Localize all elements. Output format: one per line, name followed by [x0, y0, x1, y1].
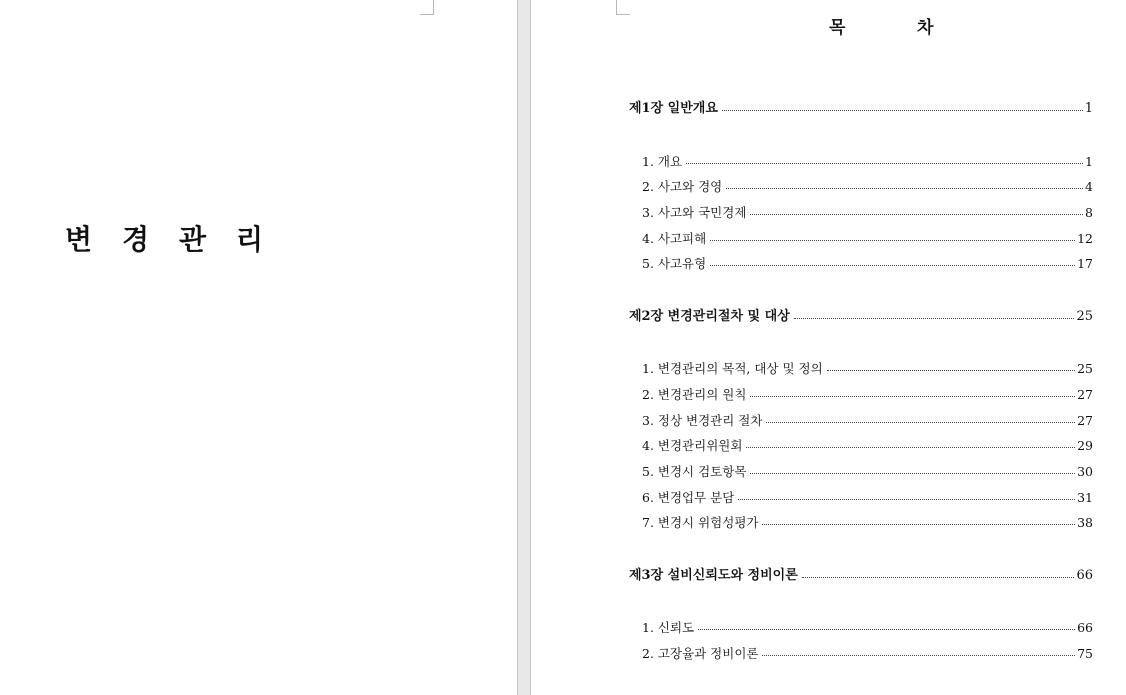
cover-title-char: 경 [122, 223, 150, 256]
toc-dot-leader [750, 214, 1083, 215]
toc-chapter-label: 제3장 설비신뢰도와 정비이론 [629, 568, 798, 583]
toc-page [531, 0, 1126, 695]
toc-page-number: 17 [1077, 256, 1093, 271]
toc-page-number: 1 [1085, 154, 1093, 169]
toc-heading-char: 목 [829, 18, 846, 38]
toc-entry-label: 4. 변경관리위원회 [642, 438, 743, 453]
toc-dot-leader [762, 524, 1075, 525]
toc-dot-leader [726, 188, 1083, 189]
toc-page-number: 1 [1084, 101, 1093, 116]
toc-page-number: 27 [1077, 413, 1093, 428]
toc-entry-label: 3. 사고와 국민경제 [642, 205, 747, 220]
toc-page-number: 25 [1077, 361, 1093, 376]
toc-dot-leader [766, 422, 1075, 423]
toc-dot-leader [802, 577, 1075, 578]
toc-entry-label: 2. 변경관리의 원칙 [642, 387, 747, 402]
toc-dot-leader [750, 473, 1075, 474]
toc-dot-leader [750, 396, 1075, 397]
toc-page-number: 8 [1085, 205, 1093, 220]
cover-title-char: 변 [65, 223, 93, 256]
toc-page-number: 31 [1077, 490, 1093, 505]
toc-chapter-3[interactable] [629, 568, 1093, 584]
toc-page-number: 25 [1076, 309, 1093, 324]
toc-entry-label: 2. 고장율과 정비이론 [642, 646, 759, 661]
toc-entry[interactable] [642, 256, 1093, 272]
toc-chapter-2[interactable] [629, 309, 1093, 325]
toc-dot-leader [710, 265, 1075, 266]
toc-entry[interactable] [642, 646, 1093, 662]
toc-dot-leader [794, 318, 1075, 319]
toc-chapter-label: 제2장 변경관리절차 및 대상 [629, 309, 790, 324]
toc-page-number: 66 [1077, 620, 1093, 635]
cover-page [0, 0, 517, 695]
page-corner-mark [616, 0, 630, 15]
toc-dot-leader [738, 499, 1075, 500]
toc-entry-label: 5. 변경시 검토항목 [642, 464, 747, 479]
toc-dot-leader [722, 110, 1083, 111]
toc-entry[interactable] [642, 413, 1093, 429]
toc-dot-leader [710, 240, 1075, 241]
toc-heading-char: 차 [917, 18, 934, 38]
toc-entry-label: 1. 변경관리의 목적, 대상 및 정의 [642, 361, 823, 376]
toc-page-number: 12 [1077, 231, 1093, 246]
toc-dot-leader [698, 629, 1075, 630]
toc-entry-label: 2. 사고와 경영 [642, 179, 723, 194]
toc-entry-label: 4. 사고피해 [642, 231, 707, 246]
toc-page-number: 27 [1077, 387, 1093, 402]
toc-entry[interactable] [642, 490, 1093, 506]
toc-entry-label: 3. 정상 변경관리 절차 [642, 413, 763, 428]
toc-entry[interactable] [642, 179, 1093, 195]
toc-entry[interactable] [642, 387, 1093, 403]
toc-page-number: 30 [1077, 464, 1093, 479]
page-gap [517, 0, 531, 695]
toc-entry-label: 6. 변경업무 분담 [642, 490, 735, 505]
toc-entry[interactable] [642, 205, 1093, 221]
toc-entry-label: 1. 개요 [642, 154, 683, 169]
toc-dot-leader [827, 370, 1075, 371]
toc-page-number: 29 [1077, 438, 1093, 453]
toc-dot-leader [746, 447, 1075, 448]
toc-heading [829, 13, 1005, 38]
toc-page-number: 66 [1076, 568, 1093, 583]
cover-title [65, 218, 293, 258]
toc-chapter-1[interactable] [629, 101, 1093, 117]
toc-page-number: 38 [1077, 515, 1093, 530]
toc-chapter-label: 제1장 일반개요 [629, 101, 718, 116]
toc-entry[interactable] [642, 438, 1093, 454]
cover-title-char: 리 [236, 223, 264, 256]
cover-title-char: 관 [179, 223, 207, 256]
toc-entry-label: 5. 사고유형 [642, 256, 707, 271]
toc-page-number: 4 [1085, 179, 1093, 194]
toc-entry[interactable] [642, 231, 1093, 247]
toc-entry-label: 7. 변경시 위험성평가 [642, 515, 759, 530]
toc-entry[interactable] [642, 515, 1093, 531]
toc-entry[interactable] [642, 154, 1093, 170]
toc-dot-leader [686, 163, 1083, 164]
toc-entry-label: 1. 신뢰도 [642, 620, 695, 635]
page-corner-mark [420, 0, 434, 15]
toc-entry[interactable] [642, 620, 1093, 636]
toc-entry[interactable] [642, 361, 1093, 377]
toc-page-number: 75 [1077, 646, 1093, 661]
toc-dot-leader [762, 655, 1075, 656]
toc-entry[interactable] [642, 464, 1093, 480]
